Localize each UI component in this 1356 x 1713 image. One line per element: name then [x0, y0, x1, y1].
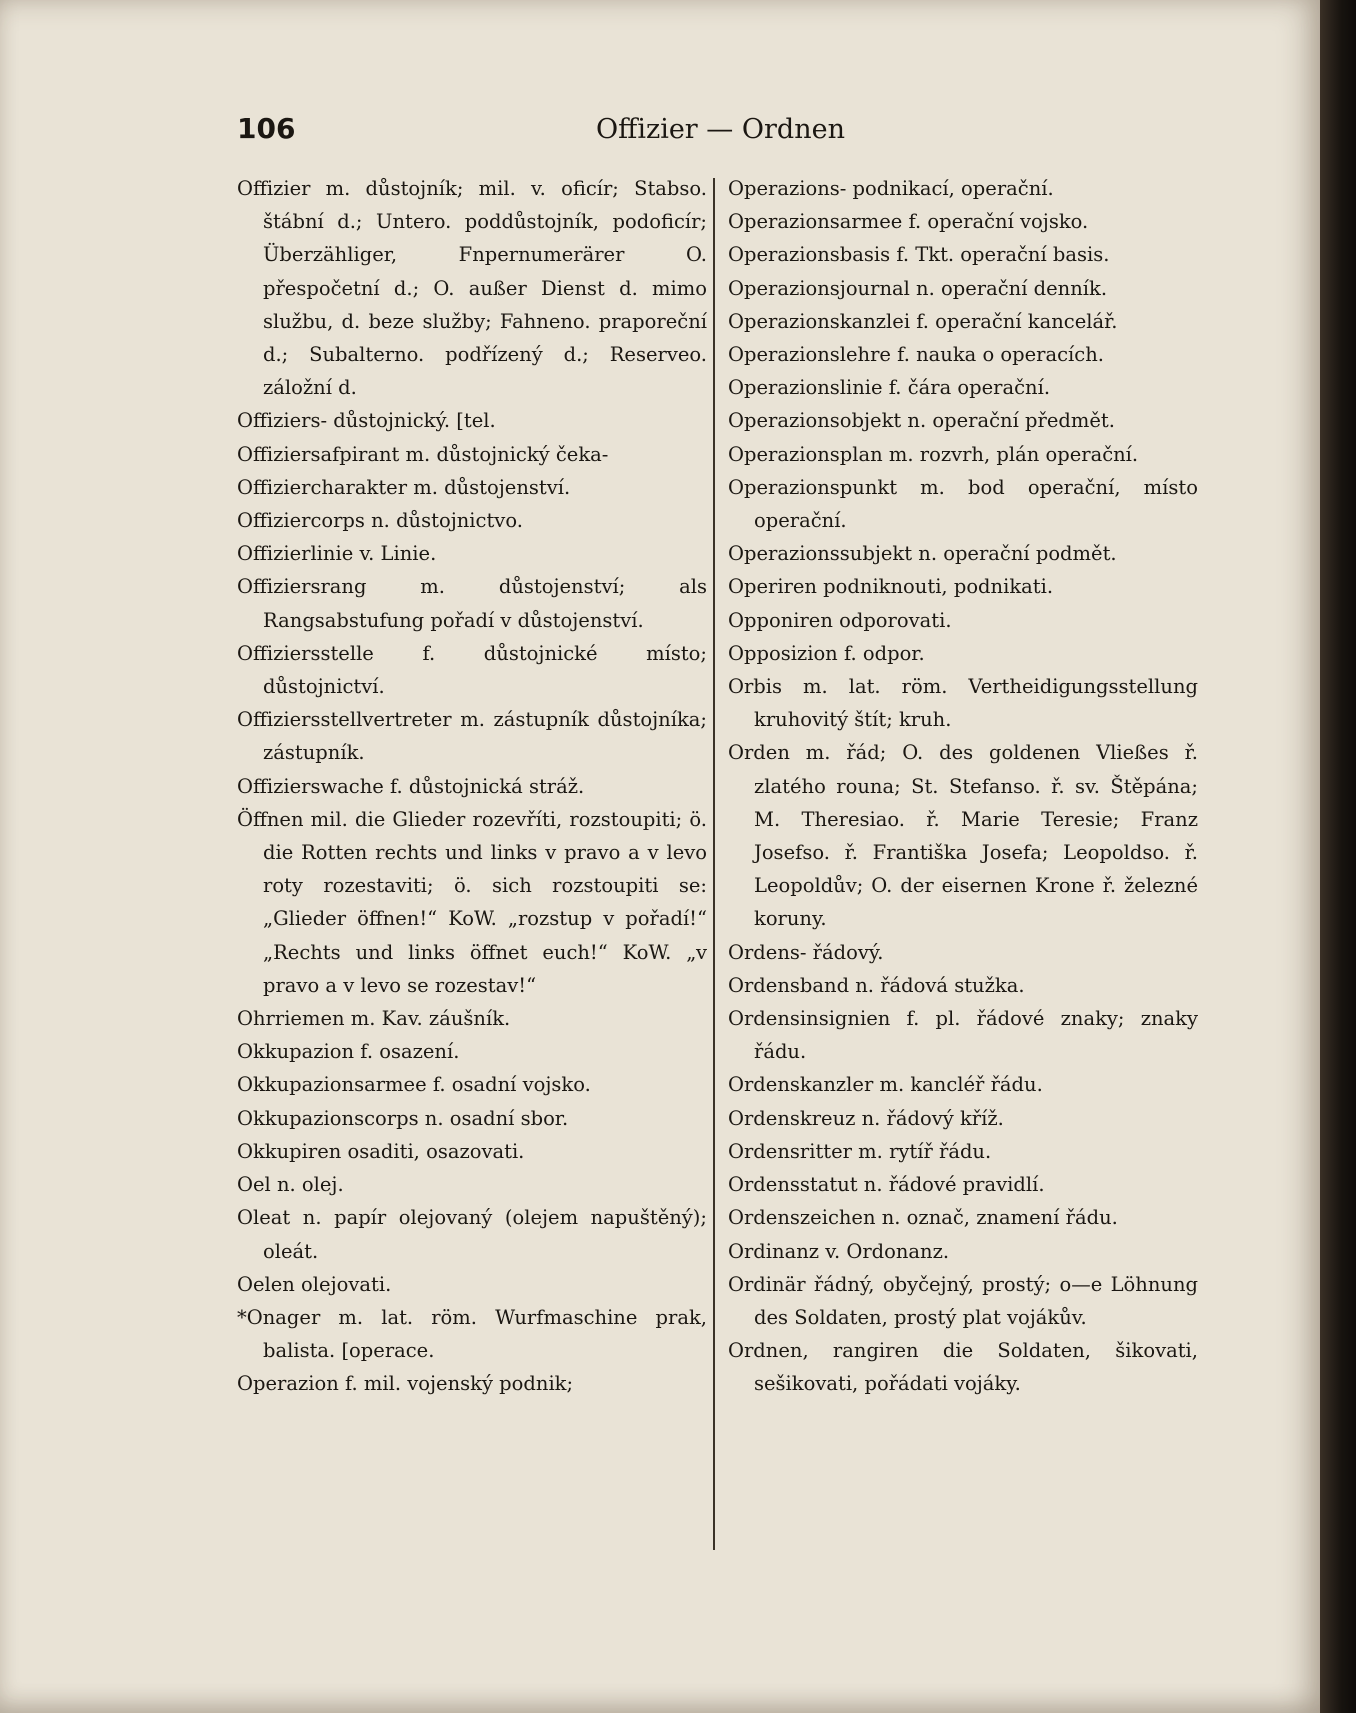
- running-head: Offizier — Ordnen: [596, 114, 845, 145]
- dictionary-entry: Ordenskreuz n. řádový kříž.: [728, 1106, 1004, 1130]
- dictionary-entry: Offiziercharakter m. důstojenství.: [237, 475, 571, 499]
- dictionary-entry: Orden m. řád; O. des goldenen Vließes ř. zlatého rouna; St. Stefanso. ř. sv. Štěpána; M. Theresiao. ř. Marie Teresie; Franz Josefso. ř. Františka Josefa; Leopoldso. ř. Leopoldův; O. der eisernen Krone ř. železné koruny.: [728, 741, 1198, 931]
- dictionary-entry: Opponiren odporovati.: [728, 608, 952, 632]
- dictionary-entry: Offiziercorps n. důstojnictvo.: [237, 509, 523, 533]
- dictionary-entry: Offiziersrang m. důstojenství; als Rangsabstufung pořadí v důstojenství.: [237, 575, 707, 632]
- dictionary-entry: Ordensband n. řádová stužka.: [728, 973, 1025, 997]
- dictionary-entry: Operazionsbasis f. Tkt. operační basis.: [728, 243, 1110, 267]
- dictionary-entry: Ordensritter m. rytíř řádu.: [728, 1139, 992, 1163]
- dictionary-entry: Operazionssubjekt n. operační podmět.: [728, 542, 1117, 566]
- column-divider: [713, 178, 715, 1550]
- dictionary-entry: Oleat n. papír olejovaný (olejem napuštěný); oleát.: [237, 1206, 707, 1263]
- dictionary-entry: Offizierswache f. důstojnická stráž.: [237, 774, 585, 798]
- page-number: 106: [237, 112, 296, 145]
- dictionary-entry: Offiziersstelle f. důstojnické místo; důstojnictví.: [237, 641, 707, 699]
- dictionary-entry: Ordenszeichen n. označ, znamení řádu.: [728, 1206, 1118, 1230]
- dictionary-entry: Operazions- podnikací, operační.: [728, 177, 1054, 200]
- dictionary-entry: Ordensinsignien f. pl. řádové znaky; znaky řádu.: [728, 1007, 1198, 1064]
- dictionary-entry: Offiziers- důstojnický. [tel.: [237, 409, 496, 433]
- dictionary-entry: Ordens- řádový.: [728, 940, 884, 964]
- book-edge: [1320, 0, 1356, 1713]
- dictionary-entry: Operazionsplan m. rozvrh, plán operační.: [728, 442, 1139, 466]
- dictionary-entry: Offiziersafpirant m. důstojnický čeka-: [237, 442, 609, 466]
- dictionary-entry: *Onager m. lat. röm. Wurfmaschine prak, balista. [operace.: [237, 1305, 707, 1363]
- dictionary-entry: Oel n. olej.: [237, 1173, 344, 1197]
- dictionary-entry: Okkupazion f. osazení.: [237, 1040, 460, 1064]
- page-header: [237, 112, 1204, 152]
- dictionary-entry: Operazionslehre f. nauka o operacích.: [728, 343, 1104, 367]
- dictionary-entry: Operazion f. mil. vojenský podnik;: [237, 1372, 574, 1396]
- dictionary-entry: Operazionsjournal n. operační denník.: [728, 276, 1108, 300]
- dictionary-entry: Operazionsobjekt n. operační předmět.: [728, 409, 1115, 433]
- dictionary-entry: Okkupazionscorps n. osadní sbor.: [237, 1106, 569, 1130]
- dictionary-entry: Offizierlinie v. Linie.: [237, 542, 437, 566]
- dictionary-entry: Operazionslinie f. čára operační.: [728, 376, 1051, 400]
- dictionary-entry: Operazionsarmee f. operační vojsko.: [728, 210, 1089, 234]
- dictionary-entry: Opposizion f. odpor.: [728, 641, 925, 665]
- dictionary-entry: Ordinär řádný, obyčejný, prostý; o—e Löhnung des Soldaten, prostý plat vojákův.: [728, 1272, 1198, 1329]
- dictionary-entry: Okkupiren osaditi, osazovati.: [237, 1139, 525, 1163]
- left-column: [237, 172, 707, 1401]
- dictionary-entry: Operazionspunkt m. bod operační, místo operační.: [728, 475, 1198, 533]
- dictionary-entry: Ohrriemen m. Kav. záušník.: [237, 1007, 511, 1031]
- dictionary-entry: Oelen olejovati.: [237, 1272, 392, 1296]
- dictionary-entry: Orbis m. lat. röm. Vertheidigungsstellung kruhovitý štít; kruh.: [728, 675, 1198, 732]
- dictionary-entry: Offiziersstellvertreter m. zástupník důstojníka; zástupník.: [237, 708, 707, 765]
- right-column: [728, 172, 1198, 1401]
- dictionary-entry: Ordnen, rangiren die Soldaten, šikovati, sešikovati, pořádati vojáky.: [728, 1339, 1198, 1396]
- dictionary-entry: Ordinanz v. Ordonanz.: [728, 1239, 950, 1263]
- dictionary-entry: Offizier m. důstojník; mil. v. oficír; Stabso. štábní d.; Untero. poddůstojník, podoficír; Überzähliger, Fnpernumerärer O. přespočetní d.; O. außer Dienst d. mimo službu, d. beze služby; Fahneno. praporeční d.; Subalterno. podřízený d.; Reserveo. záložní d.: [237, 177, 707, 400]
- dictionary-entry: Öffnen mil. die Glieder rozevříti, rozstoupiti; ö. die Rotten rechts und links v pravo a v levo roty rozestaviti; ö. sich rozstoupiti se: „Glieder öffnen!“ KoW. „rozstup v pořadí!“ „Rechts und links öffnet euch!“ KoW. „v pravo a v levo se rozestav!“: [237, 807, 707, 997]
- dictionary-entry: Ordenskanzler m. kancléř řádu.: [728, 1073, 1043, 1097]
- dictionary-entry: Operiren podniknouti, podnikati.: [728, 575, 1054, 599]
- dictionary-entry: Operazionskanzlei f. operační kancelář.: [728, 309, 1118, 333]
- dictionary-entry: Ordensstatut n. řádové pravidlí.: [728, 1173, 1045, 1197]
- dictionary-entry: Okkupazionsarmee f. osadní vojsko.: [237, 1073, 591, 1097]
